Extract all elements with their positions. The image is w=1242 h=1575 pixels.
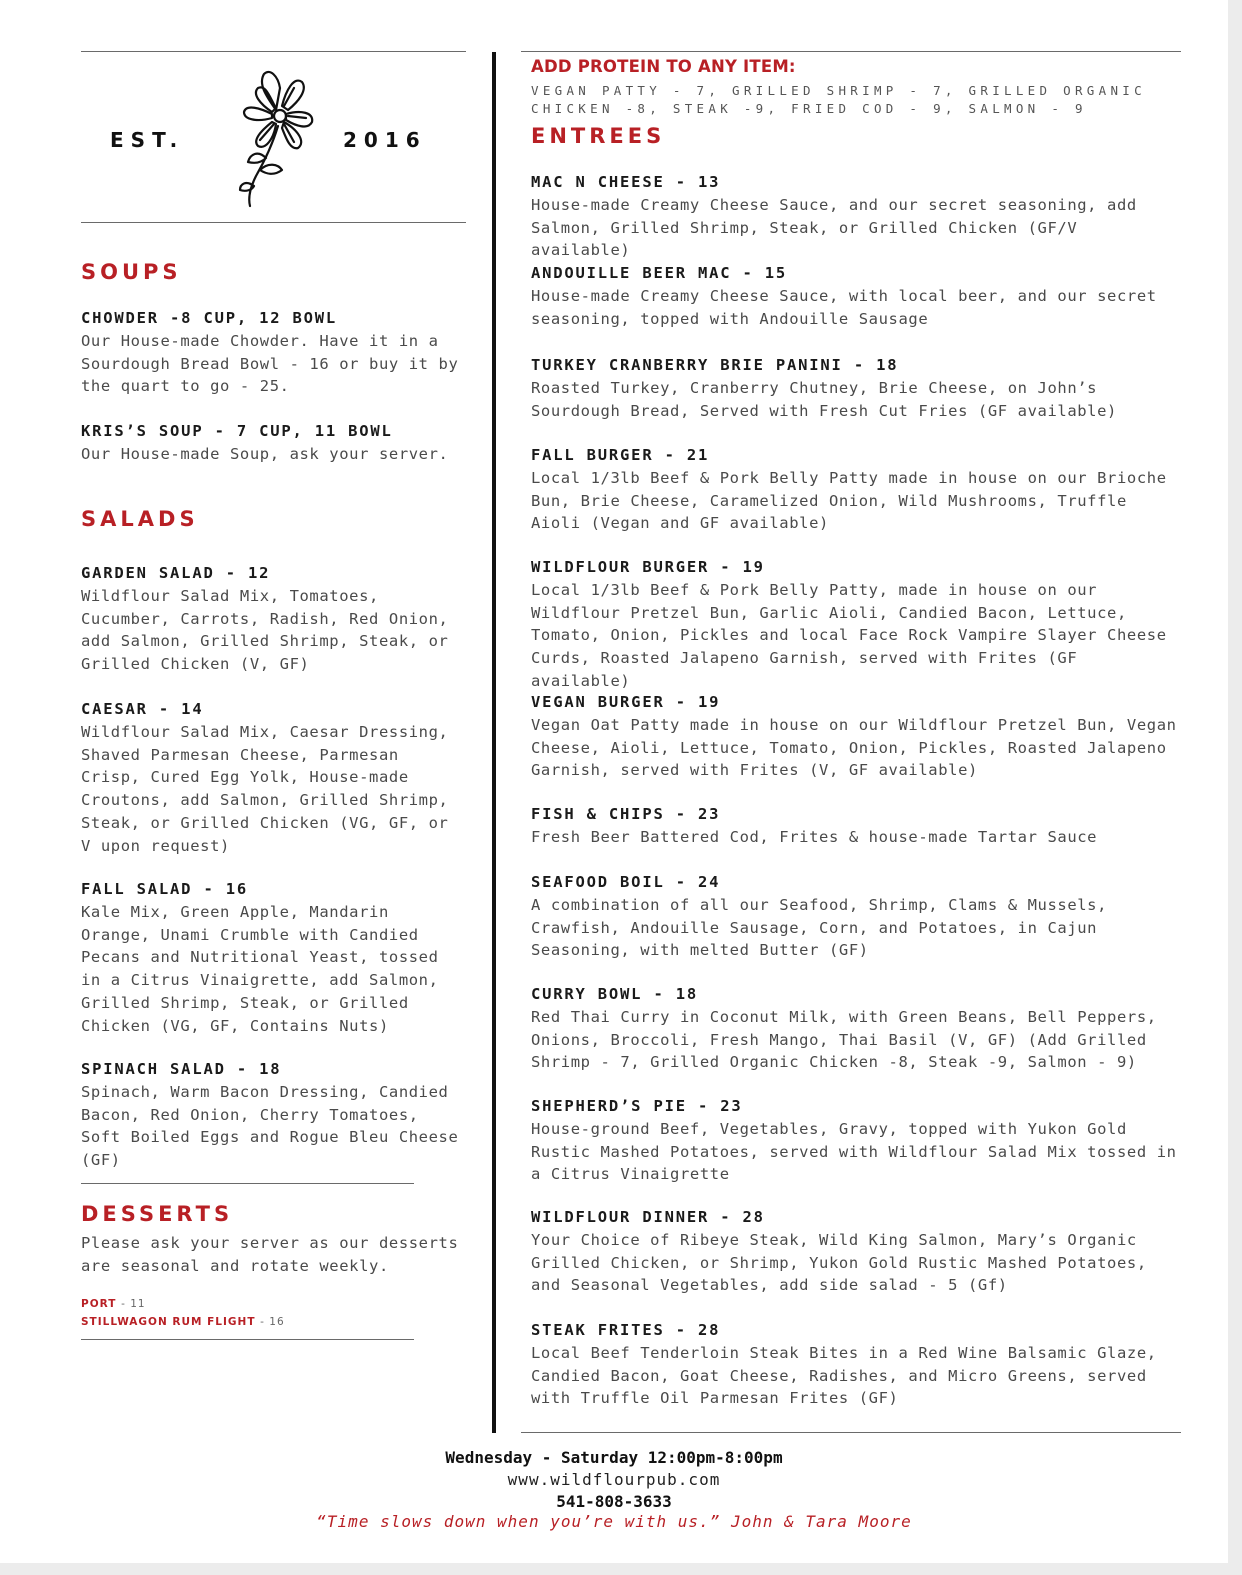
website-link[interactable]: www.wildflourpub.com xyxy=(507,1470,721,1489)
page-edge-shadow xyxy=(1228,0,1242,1575)
menu-item-desc: Wildflour Salad Mix, Caesar Dressing, Shaved Parmesan Cheese, Parmesan Crisp, Cured Egg Yolk, House-made Croutons, add Salmon, Grilled Shrimp, Steak, or Grilled Chicken (VG, GF, or V upon request) xyxy=(81,723,449,855)
menu-item-desc: A combination of all our Seafood, Shrimp, Clams & Mussels, Crawfish, Andouille Sausage, Corn, and Potatoes, in Cajun Seasoning, with melted Butter (GF) xyxy=(531,896,1108,960)
menu-item xyxy=(81,562,466,676)
menu-item-desc: House-made Creamy Cheese Sauce, with local beer, and our secret seasoning, topped with Andouille Sausage xyxy=(531,287,1157,328)
salads-title: SALADS xyxy=(81,507,199,531)
menu-item xyxy=(531,691,1181,782)
menu-item xyxy=(531,556,1181,693)
drink-name: PORT xyxy=(81,1298,117,1310)
drink-price: - 16 xyxy=(260,1316,285,1328)
protein-title: ADD PROTEIN TO ANY ITEM: xyxy=(531,57,796,76)
menu-item xyxy=(531,983,1181,1074)
drink-name: STILLWAGON RUM FLIGHT xyxy=(81,1316,256,1328)
menu-item-desc: Your Choice of Ribeye Steak, Wild King Salmon, Mary’s Organic Grilled Chicken, or Shrimp, Yukon Gold Rustic Mashed Potatoes, and Seasonal Vegetables, add side salad - 5 (Gf) xyxy=(531,1231,1147,1295)
drink-item xyxy=(81,1316,285,1328)
est-label: EST. xyxy=(110,128,185,152)
menu-item-desc: Spinach, Warm Bacon Dressing, Candied Bacon, Red Onion, Cherry Tomatoes, Soft Boiled Eggs and Rogue Bleu Cheese (GF) xyxy=(81,1083,459,1170)
desserts-desc xyxy=(81,1232,466,1277)
menu-item xyxy=(531,871,1181,962)
menu-item xyxy=(531,1095,1181,1186)
menu-item xyxy=(531,803,1181,849)
menu-item-name: SHEPHERD’S PIE - 23 xyxy=(531,1097,743,1115)
menu-item-desc: House-made Creamy Cheese Sauce, and our secret seasoning, add Salmon, Grilled Shrimp, Steak, or Grilled Chicken (GF/V available) xyxy=(531,196,1137,260)
soups-title: SOUPS xyxy=(81,260,182,284)
drink-item xyxy=(81,1298,146,1310)
menu-item xyxy=(81,698,466,857)
drink-price: - 11 xyxy=(121,1298,146,1310)
menu-item-name: FALL BURGER - 21 xyxy=(531,446,710,464)
menu-item-name: CURRY BOWL - 18 xyxy=(531,985,698,1003)
menu-item-name: KRIS’S SOUP - 7 CUP, 11 BOWL xyxy=(81,422,393,440)
menu-item-desc: Roasted Turkey, Cranberry Chutney, Brie Cheese, on John’s Sourdough Bread, Served with Fresh Cut Fries (GF available) xyxy=(531,379,1117,420)
menu-item xyxy=(81,878,466,1037)
left-header-bottom-rule xyxy=(81,222,466,223)
right-top-rule xyxy=(521,51,1181,52)
right-bottom-rule xyxy=(521,1432,1181,1433)
menu-item-name: STEAK FRITES - 28 xyxy=(531,1321,721,1339)
menu-item-desc: Wildflour Salad Mix, Tomatoes, Cucumber, Carrots, Radish, Red Onion, add Salmon, Grilled Shrimp, Steak, or Grilled Chicken (V, GF) xyxy=(81,587,449,674)
menu-item-desc: Our House-made Soup, ask your server. xyxy=(81,445,449,463)
est-year: 2016 xyxy=(343,128,427,152)
daisy-flower-icon xyxy=(236,66,320,208)
menu-item-desc: Our House-made Chowder. Have it in a Sourdough Bread Bowl - 16 or buy it by the quart to go - 25. xyxy=(81,332,459,396)
menu-item xyxy=(81,420,466,466)
menu-item-name: SEAFOOD BOIL - 24 xyxy=(531,873,721,891)
menu-item-name: FALL SALAD - 16 xyxy=(81,880,248,898)
menu-item-name: GARDEN SALAD - 12 xyxy=(81,564,271,582)
phone-number: 541-808-3633 xyxy=(556,1492,672,1511)
menu-item-name: VEGAN BURGER - 19 xyxy=(531,693,721,711)
menu-item-name: TURKEY CRANBERRY BRIE PANINI - 18 xyxy=(531,356,899,374)
column-divider xyxy=(492,52,496,1433)
menu-item xyxy=(531,262,1181,330)
menu-item-desc: Kale Mix, Green Apple, Mandarin Orange, Unami Crumble with Candied Pecans and Nutritional Yeast, tossed in a Citrus Vinaigrette, add Salmon, Grilled Shrimp, Steak, or Grilled Chicken (VG, GF, Contains Nuts) xyxy=(81,903,439,1035)
menu-item xyxy=(531,444,1181,535)
menu-item-name: SPINACH SALAD - 18 xyxy=(81,1060,282,1078)
menu-item xyxy=(81,1058,466,1172)
menu-item xyxy=(81,307,466,398)
desserts-bottom-rule xyxy=(81,1339,414,1340)
menu-item-name: MAC N CHEESE - 13 xyxy=(531,173,721,191)
menu-item-name: CHOWDER -8 CUP, 12 BOWL xyxy=(81,309,338,327)
menu-item-desc: Vegan Oat Patty made in house on our Wildflour Pretzel Bun, Vegan Cheese, Aioli, Lettuce, Tomato, Onion, Pickles, Roasted Jalapeno Garnish, served with Frites (V, GF available) xyxy=(531,716,1177,780)
menu-item-desc: House-ground Beef, Vegetables, Gravy, topped with Yukon Gold Rustic Mashed Potatoes, served with Wildflour Salad Mix tossed in a Citrus Vinaigrette xyxy=(531,1120,1177,1184)
menu-item-desc: Local Beef Tenderloin Steak Bites in a Red Wine Balsamic Glaze, Candied Bacon, Goat Cheese, Radishes, and Micro Greens, served with Truffle Oil Parmesan Frites (GF) xyxy=(531,1344,1157,1408)
menu-item-name: FISH & CHIPS - 23 xyxy=(531,805,721,823)
opening-hours: Wednesday - Saturday 12:00pm-8:00pm xyxy=(445,1448,783,1467)
menu-item-desc: Local 1/3lb Beef & Pork Belly Patty made in house on our Brioche Bun, Brie Cheese, Caramelized Onion, Wild Mushrooms, Truffle Aioli (Vegan and GF available) xyxy=(531,469,1167,533)
menu-item-desc: Fresh Beer Battered Cod, Frites & house-made Tartar Sauce xyxy=(531,828,1098,846)
menu-item xyxy=(531,171,1181,262)
menu-item xyxy=(531,1319,1181,1410)
protein-text: VEGAN PATTY - 7, GRILLED SHRIMP - 7, GRILLED ORGANIC CHICKEN -8, STEAK -9, FRIED COD - 9, SALMON - 9 xyxy=(531,83,1146,116)
desserts-desc-text: Please ask your server as our desserts are seasonal and rotate weekly. xyxy=(81,1234,459,1275)
menu-item-desc: Red Thai Curry in Coconut Milk, with Green Beans, Bell Peppers, Onions, Broccoli, Fresh Mango, Thai Basil (V, GF) (Add Grilled Shrimp - 7, Grilled Organic Chicken -8, Steak -9, Salmon - 9) xyxy=(531,1008,1157,1072)
left-top-rule xyxy=(81,51,466,52)
desserts-title: DESSERTS xyxy=(81,1202,234,1226)
menu-item xyxy=(531,1206,1181,1297)
menu-item-name: WILDFLOUR BURGER - 19 xyxy=(531,558,765,576)
entrees-title: ENTREES xyxy=(531,124,666,148)
menu-item-desc: Local 1/3lb Beef & Pork Belly Patty, made in house on our Wildflour Pretzel Bun, Garlic Aioli, Candied Bacon, Lettuce, Tomato, Onion, Pickles and local Face Rock Vampire Slayer Cheese Curds, Roasted Jalapeno Garnish, served with Frites (GF available) xyxy=(531,581,1167,690)
owner-quote: “Time slows down when you’re with us.” John & Tara Moore xyxy=(316,1512,912,1531)
menu-item-name: ANDOUILLE BEER MAC - 15 xyxy=(531,264,788,282)
menu-item-name: WILDFLOUR DINNER - 28 xyxy=(531,1208,765,1226)
salads-bottom-rule xyxy=(81,1183,414,1184)
menu-item xyxy=(531,354,1181,422)
menu-item-name: CAESAR - 14 xyxy=(81,700,204,718)
